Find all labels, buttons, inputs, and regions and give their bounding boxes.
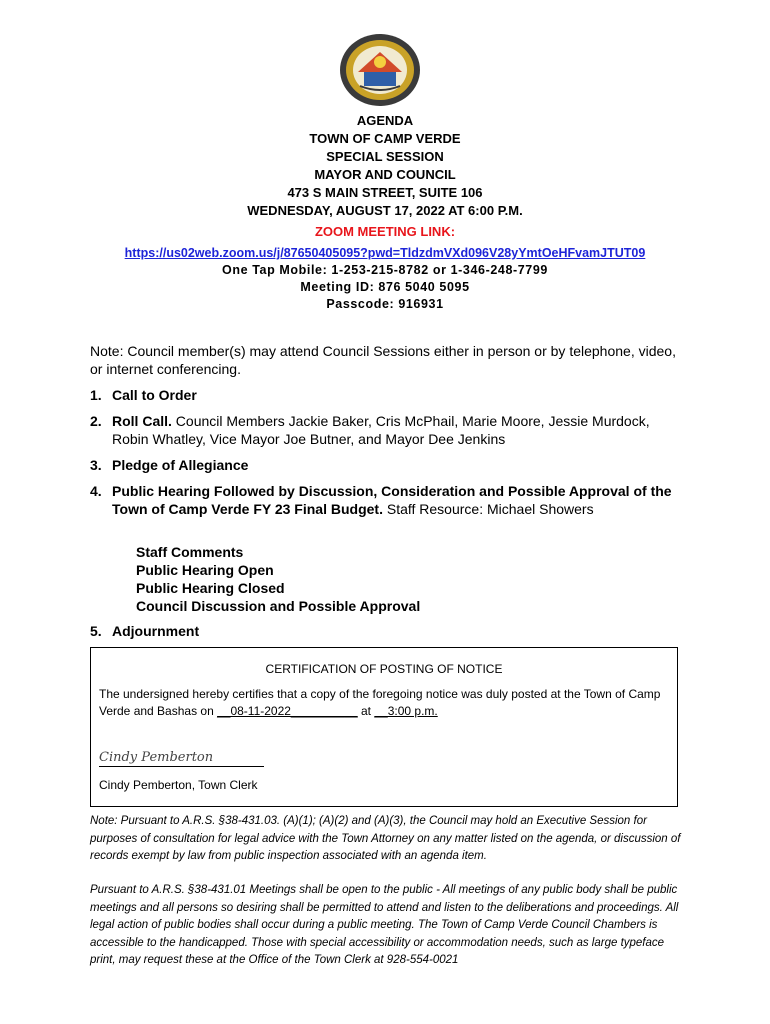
item-number: 4. [90,483,102,499]
address: 473 S MAIN STREET, SUITE 106 [287,185,483,200]
sub-item: Public Hearing Closed [136,580,285,596]
zoom-label: ZOOM MEETING LINK: [314,224,456,239]
sub-item: Public Hearing Open [136,562,274,578]
posting-date: __08-11-2022__________ [217,704,358,718]
posting-time: __3:00 p.m. [374,704,438,718]
meeting-date: WEDNESDAY, AUGUST 17, 2022 AT 6:00 P.M. [247,203,523,218]
meeting-id: Meeting ID: 876 5040 5095 [300,280,470,294]
sub-item: Staff Comments [136,544,244,560]
passcode: Passcode: 916931 [326,297,444,311]
one-tap-mobile: One Tap Mobile: 1-253-215-8782 or 1-346-248-7799 [222,263,548,277]
item-detail: Staff Resource: Michael Showers [382,501,594,517]
item-title: Adjournment [112,623,200,639]
sub-item: Council Discussion and Possible Approval [136,598,421,614]
item-number: 1. [90,387,102,403]
agenda-item [90,482,690,518]
item-title: Roll Call. [112,413,172,429]
attendance-note: Note: Council member(s) may attend Council Sessions either in person or by telephone, video, or internet conferencing. [90,343,676,377]
item-title: Call to Order [112,387,197,403]
certification-prefix: The undersigned hereby certifies that a copy of the foregoing notice was duly posted at the Town of Camp Verde and Bashas on [99,687,661,718]
agenda-title: AGENDA [356,113,414,128]
session-type: SPECIAL SESSION [326,149,444,164]
certification-box [90,647,678,807]
clerk-name: Cindy Pemberton, Town Clerk [99,778,258,792]
item-title: Public Hearing Followed by Discussion, Consideration and Possible Approval of the Town of Camp Verde FY 23 Final Budget. [112,483,672,517]
town-name: TOWN OF CAMP VERDE [309,131,461,146]
certification-title: CERTIFICATION OF POSTING OF NOTICE [265,662,503,676]
body-name: MAYOR AND COUNCIL [314,167,456,182]
clerk-signature: Cindy Pemberton [99,750,214,765]
posting-at: at [357,704,375,718]
item-detail: Council Members Jackie Baker, Cris McPhail, Marie Moore, Jessie Murdock, Robin Whatley, Vice Mayor Joe Butner, and Mayor Dee Jenkins [112,413,650,447]
zoom-link[interactable]: https://us02web.zoom.us/j/87650405095?pwd=TldzdmVXd096V28yYmtOeHFvamJTUT09 [124,246,646,260]
executive-session-note: Note: Pursuant to A.R.S. §38-431.03. (A)(1); (A)(2) and (A)(3), the Council may hold an Executive Session for purposes of consultation for legal advice with the Town Attorney on any matter listed on the agenda, or discussion of records exempt by law from public inspection associated with an agenda item. [90,815,681,862]
agenda-item [90,386,690,404]
open-meeting-note: Pursuant to A.R.S. §38-431.01 Meetings shall be open to the public - All meetings of any public body shall be public meetings and all persons so desiring shall be permitted to attend and listen to the deliberations and proceedings. All legal action of public bodies shall occur during a public meeting. The Town of Camp Verde Council Chambers is accessible to the handicapped. Those with special accessibility or accommodation needs, such as large typeface print, may request these at the Office of the Town Clerk at 928-554-0021 [90,884,679,966]
agenda-item [90,412,690,448]
agenda-item [90,456,690,474]
certification-text [99,686,674,720]
town-seal-icon [338,32,422,108]
agenda-item [90,622,690,640]
signature-line [99,766,264,767]
item-title: Pledge of Allegiance [112,457,249,473]
item-number: 2. [90,413,102,429]
item-number: 3. [90,457,102,473]
item-number: 5. [90,623,102,639]
